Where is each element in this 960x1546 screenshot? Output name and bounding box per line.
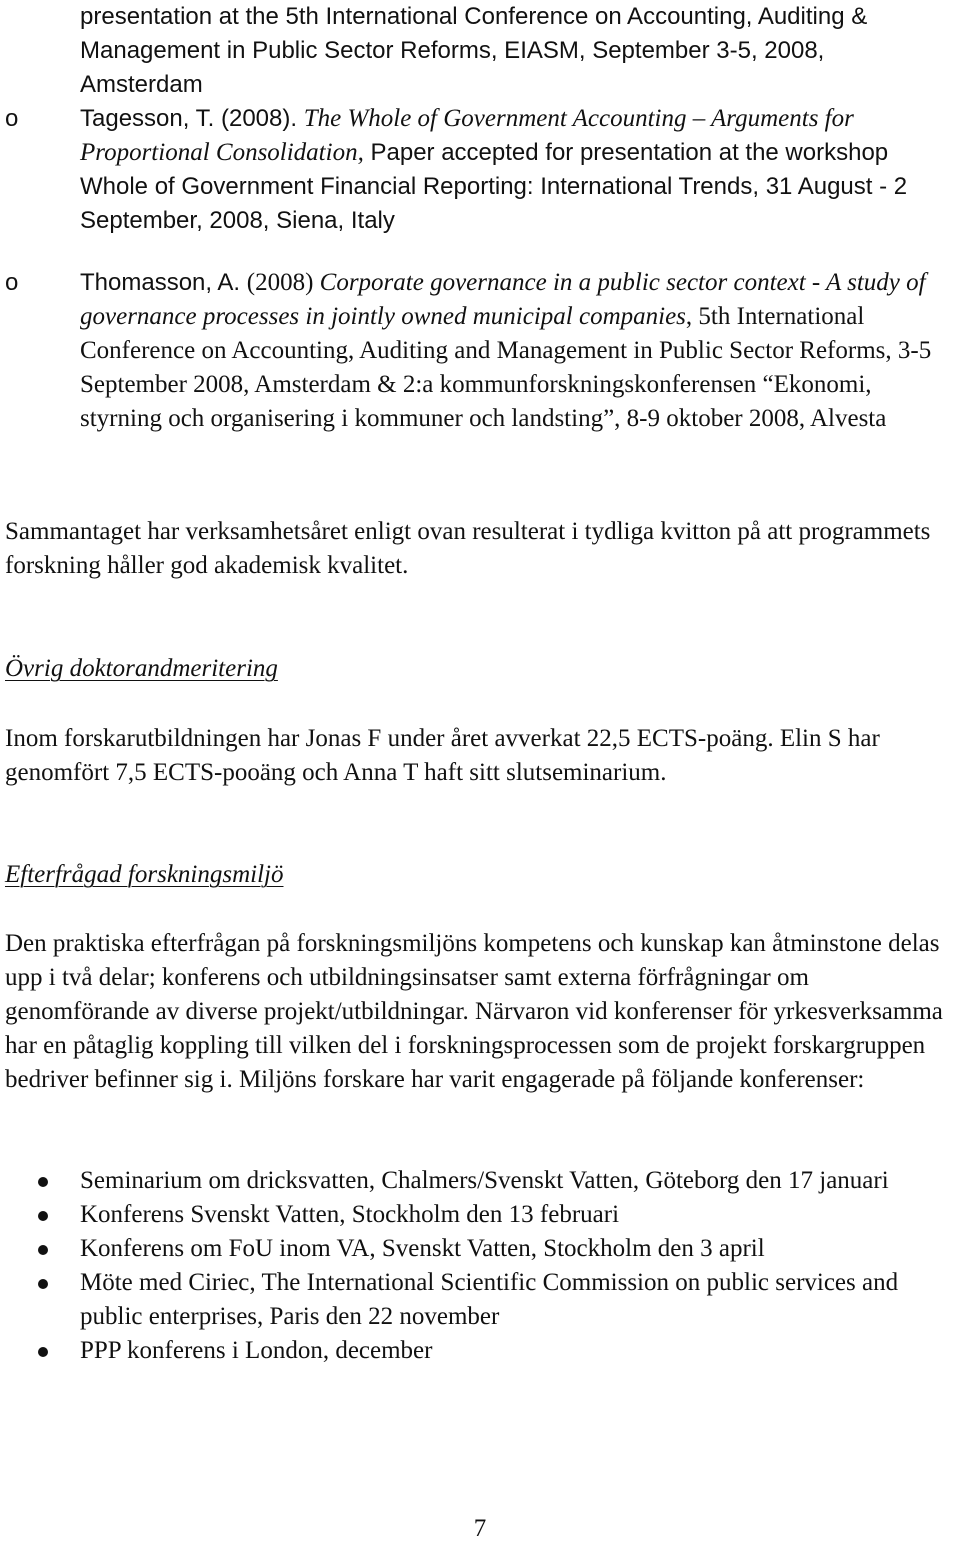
- reference-details: , 5th International Conference on Accounting, Auditing and Management in Public Sector Reforms, 3-5 September 2008, Amsterdam & 2:a kommunforskningskonferensen “Ekonomi, styrning och organisering i kommuner och landsting”, 8-9 oktober 2008, Alvesta: [80, 303, 932, 432]
- page-number: 7: [473, 1515, 487, 1542]
- list-item: [0, 1164, 960, 1198]
- conference-text: Konferens Svenskt Vatten, Stockholm den 13 februari: [80, 1201, 620, 1228]
- bullet-icon: [38, 1177, 48, 1187]
- demand-paragraph: Den praktiska efterfrågan på forskningsmiljöns kompetens och kunskap kan åtminstone delas upp i två delar; konferens och utbildningsinsatser samt externa förfrågningar om genomförande av diverse projekt/utbildningar. Närvaron vid konferenser för yrkesverksamma har en påtaglig koppling till vilken del i forskningsprocessen som de projekt forskargruppen bedriver befinner sig i. Miljöns forskare har varit engagerade på följande konferenser:: [5, 930, 943, 1093]
- reference-text: presentation at the 5th International Conference on Accounting, Auditing & Management in Public Sector Reforms, EIASM, September 3-5, 2008, Amsterdam: [80, 3, 868, 98]
- section-heading-doctoral: Övrig doktorandmeritering: [5, 655, 278, 682]
- bullet-icon: [38, 1245, 48, 1255]
- reference-marker: o: [5, 269, 19, 296]
- reference-author: Tagesson, T. (2008).: [80, 105, 304, 132]
- reference-year: (2008): [246, 269, 320, 296]
- list-item: [0, 1232, 960, 1266]
- list-item: [0, 1198, 960, 1232]
- bullet-icon: [38, 1211, 48, 1221]
- reference-thomasson: [80, 266, 952, 436]
- conference-list: [0, 1164, 960, 1368]
- reference-tagesson: [80, 102, 952, 238]
- summary-paragraph: Sammantaget har verksamhetsåret enligt ovan resulterat i tydliga kvitton på att programmets forskning håller god akademisk kvalitet.: [5, 518, 931, 579]
- conference-text: Möte med Ciriec, The International Scientific Commission on public services and public enterprises, Paris den 22 november: [80, 1269, 899, 1330]
- reference-details: Paper accepted for presentation at the workshop Whole of Government Financial Reporting: International Trends, 31 August - 2 September, 2008, Siena, Italy: [80, 139, 908, 234]
- bullet-icon: [38, 1279, 48, 1289]
- list-item: [0, 1334, 960, 1368]
- reference-title: The Whole of Government Accounting – Arguments for Proportional Consolidation,: [80, 105, 854, 166]
- bullet-icon: [38, 1347, 48, 1357]
- conference-text: Konferens om FoU inom VA, Svenskt Vatten, Stockholm den 3 april: [80, 1235, 765, 1262]
- conference-text: PPP konferens i London, december: [80, 1337, 433, 1364]
- reference-author: Thomasson, A.: [80, 269, 247, 296]
- list-item: [0, 1266, 960, 1334]
- reference-marker: o: [5, 105, 19, 132]
- doctoral-paragraph: Inom forskarutbildningen har Jonas F under året avverkat 22,5 ECTS-poäng. Elin S har genomfört 7,5 ECTS-pooäng och Anna T haft sitt slutseminarium.: [5, 725, 880, 786]
- reference-title: Corporate governance in a public sector context - A study of governance processes in jointly owned municipal companies: [80, 269, 926, 330]
- conference-text: Seminarium om dricksvatten, Chalmers/Svenskt Vatten, Göteborg den 17 januari: [80, 1167, 889, 1194]
- section-heading-demand: Efterfrågad forskningsmiljö: [5, 861, 284, 888]
- reference-continuation: [80, 0, 952, 102]
